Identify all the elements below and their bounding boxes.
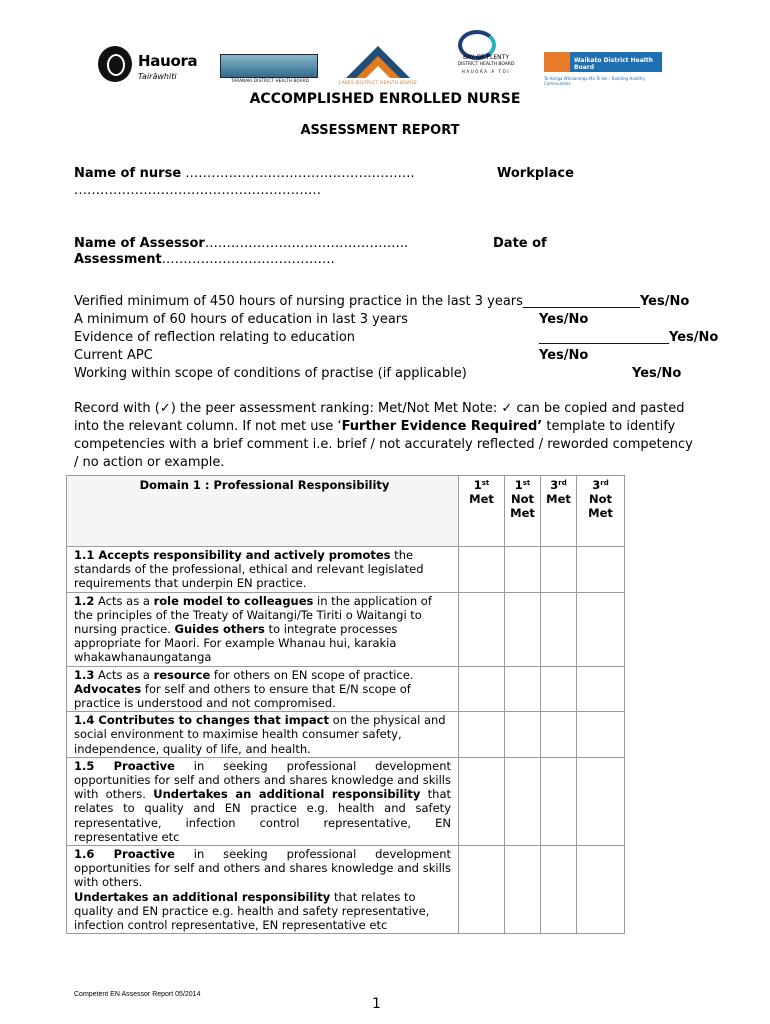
- check-cell-3rd-met[interactable]: [541, 757, 577, 845]
- waikato-logo-title: Waikato District Health Board: [574, 57, 653, 71]
- competency-text: Undertakes an additional responsibility: [74, 889, 331, 904]
- table-row: [67, 592, 625, 666]
- assessment-date-field[interactable]: [74, 251, 335, 268]
- lakes-dhb-logo: [336, 40, 420, 90]
- competency-paragraph: [74, 548, 451, 591]
- check-cell-3rd-not-met[interactable]: [577, 712, 625, 758]
- competency-text: Advocates: [74, 681, 142, 696]
- col-sup: rd: [558, 479, 567, 487]
- col-sup: st: [522, 479, 531, 487]
- hauora-mark-icon: [98, 46, 132, 82]
- hauora-logo-sub: Tairāwhiti: [138, 72, 177, 81]
- workplace-field[interactable]: …………………………………………………: [74, 183, 321, 198]
- table-row: [67, 666, 625, 712]
- competency-cell: [67, 757, 459, 845]
- requirement-education: [74, 311, 770, 329]
- col-num: 3: [550, 478, 559, 492]
- col-label: Met: [546, 492, 571, 507]
- table-row: [67, 757, 625, 845]
- table-row: [67, 547, 625, 593]
- col-num: 1: [473, 478, 482, 492]
- assessor-name-label: Name of Assessor: [74, 236, 205, 251]
- competency-text: the standards of the professional, ethical and relevant legislated requirements that underpin EN practice.: [74, 548, 424, 591]
- document-title: ACCOMPLISHED ENROLLED NURSE: [249, 91, 521, 107]
- requirement-hours: [74, 293, 770, 311]
- col-num: 1: [514, 478, 523, 492]
- check-cell-1st-not-met[interactable]: [505, 712, 541, 758]
- col-sup: rd: [600, 479, 609, 487]
- check-cell-1st-not-met[interactable]: [505, 547, 541, 593]
- competency-text: on the physical and social environment to maximise health consumer safety, independence, quality of life, and health.: [74, 713, 446, 756]
- requirement-text: Verified minimum of 450 hours of nursing practice in the last 3 years__________________: [74, 294, 640, 309]
- requirement-apc: [74, 347, 770, 365]
- table-row: [67, 712, 625, 758]
- competency-cell: [67, 846, 459, 934]
- check-cell-3rd-met[interactable]: [541, 712, 577, 758]
- competency-paragraph: [74, 847, 451, 890]
- check-cell-1st-not-met[interactable]: [505, 666, 541, 712]
- assessment-label: Assessment: [74, 252, 162, 267]
- col-sup: st: [481, 479, 490, 487]
- competency-paragraph: [74, 594, 451, 665]
- competency-text: in seeking professional development opportunities for self and others and shares knowledge and skills with others.: [74, 847, 451, 890]
- check-cell-3rd-not-met[interactable]: [577, 547, 625, 593]
- yes-no-option[interactable]: Yes/No: [639, 294, 690, 309]
- assessment-date-dots: ………………………………….: [161, 252, 335, 267]
- check-cell-3rd-met[interactable]: [541, 547, 577, 593]
- assessment-table: [66, 475, 625, 934]
- competency-text: 1.6 Proactive: [74, 847, 175, 862]
- hauora-tairawhiti-logo: [96, 40, 206, 90]
- col-header-1st-met: [459, 476, 505, 547]
- competency-text: to integrate processes appropriate for Maori. For example Whanau hui, karakia whakawhanaungatanga: [74, 622, 398, 665]
- competency-text: 1.1 Accepts responsibility and actively promotes: [74, 548, 391, 562]
- competency-text: that relates to quality and EN practice e.g. health and safety representative, infection control representative, EN representative etc: [74, 787, 451, 844]
- col-header-1st-not-met: [505, 476, 541, 547]
- col-label: Met: [469, 492, 494, 507]
- competency-text: 1.2: [74, 593, 95, 608]
- competency-text: for self and others to ensure that E/N scope of practice is understood and not compromised.: [74, 681, 411, 711]
- competency-text: 1.5 Proactive: [74, 758, 175, 773]
- competency-text: resource: [153, 667, 211, 682]
- competency-text: Undertakes an additional responsibility: [153, 787, 421, 802]
- competency-paragraph: [74, 713, 451, 756]
- requirement-text: Current APC: [74, 348, 153, 363]
- check-cell-3rd-met[interactable]: [541, 666, 577, 712]
- check-cell-3rd-not-met[interactable]: [577, 666, 625, 712]
- col-label: Not Met: [510, 492, 535, 521]
- competency-text: 1.3: [74, 667, 95, 682]
- col-header-3rd-met: [541, 476, 577, 547]
- assessor-name-field[interactable]: [74, 235, 408, 252]
- check-cell-1st-not-met[interactable]: [505, 592, 541, 666]
- waikato-dhb-logo: [544, 40, 664, 90]
- competency-text: Acts as a: [94, 667, 154, 682]
- note-text: template to identify competencies with a brief comment i.e. brief / not accurately reflected / reworded competency / no action or example.: [74, 419, 693, 470]
- requirement-reflection: [74, 329, 770, 347]
- domain-header: Domain 1 : Professional Responsibility: [67, 476, 459, 547]
- check-cell-1st-met[interactable]: [459, 547, 505, 593]
- check-cell-1st-not-met[interactable]: [505, 846, 541, 934]
- taranaki-logo-text: TARANAKI DISTRICT HEALTH BOARD: [231, 78, 309, 83]
- competency-cell: [67, 666, 459, 712]
- competency-text: in the application of the principles of the Treaty of Waitangi/Te Tiriti o Waitangi to nursing practice.: [74, 593, 432, 637]
- taranaki-mountain-icon: [220, 54, 318, 78]
- check-cell-1st-met[interactable]: [459, 757, 505, 845]
- competency-text: that relates to quality and EN practice e.g. health and safety representative, infection control representative, EN representative etc: [74, 889, 430, 933]
- footer-text: Competent EN Assessor Report 05/2014: [74, 991, 201, 998]
- competency-cell: [67, 592, 459, 666]
- bay-of-plenty-dhb-logo: [446, 40, 530, 90]
- check-cell-1st-not-met[interactable]: [505, 757, 541, 845]
- table-row: [67, 846, 625, 934]
- yes-no-option[interactable]: Yes/No: [632, 366, 682, 381]
- requirements-list: [74, 293, 770, 383]
- check-cell-3rd-met[interactable]: [541, 846, 577, 934]
- check-cell-1st-met[interactable]: [459, 666, 505, 712]
- competency-cell: [67, 712, 459, 758]
- bop-logo-line1: BAY OF PLENTY: [463, 54, 509, 61]
- note-emphasis: Further Evidence Required’: [341, 419, 543, 434]
- requirement-text: Evidence of reflection relating to education: [74, 330, 356, 345]
- note-text: Record with (✓) the peer assessment ranking: Met/Not Met Note: ✓ can be copied and pasted into the relevant column. If not met use ‘: [74, 401, 685, 434]
- requirement-text: A minimum of 60 hours of education in last 3 years: [74, 312, 408, 327]
- competency-text: Acts as a: [94, 593, 154, 608]
- partner-logos: [96, 40, 676, 90]
- blank-line: ____________________: [539, 330, 669, 345]
- col-num: 3: [592, 478, 601, 492]
- date-label: Date of: [493, 236, 547, 251]
- competency-text: Guides others: [174, 622, 265, 637]
- page-number: 1: [372, 996, 381, 1012]
- waikato-logo-tagline: Te Hanga Whaiaronga Mo Te Iwi – Building Healthy Communities: [544, 76, 645, 86]
- competency-text: in seeking professional development opportunities for self and others and shares knowledge and skills with others.: [74, 758, 451, 802]
- col-header-3rd-not-met: [577, 476, 625, 547]
- requirement-blank-line: [539, 329, 718, 347]
- table-body: [67, 547, 625, 934]
- bop-logo-line3: HAUORA A TOI: [461, 69, 511, 74]
- workplace-label: Workplace: [497, 166, 574, 181]
- document-subtitle: ASSESSMENT REPORT: [300, 123, 460, 138]
- check-cell-1st-met[interactable]: [459, 592, 505, 666]
- check-cell-3rd-not-met[interactable]: [577, 592, 625, 666]
- competency-text: role model to colleagues: [153, 593, 314, 608]
- yes-no-option[interactable]: Yes/No: [539, 312, 589, 327]
- bop-logo-line2: DISTRICT HEALTH BOARD: [457, 62, 515, 67]
- hauora-logo-name: Hauora: [138, 52, 198, 70]
- requirement-scope: [74, 365, 770, 383]
- competency-cell: [67, 547, 459, 593]
- check-cell-1st-met[interactable]: [459, 846, 505, 934]
- check-cell-1st-met[interactable]: [459, 712, 505, 758]
- competency-text: 1.4 Contributes to changes that impact: [74, 713, 329, 728]
- assessor-name-dots: ………………………………………..: [204, 236, 409, 251]
- taranaki-dhb-logo: [220, 40, 320, 90]
- nurse-name-label: Name of nurse: [74, 166, 182, 181]
- check-cell-3rd-not-met[interactable]: [577, 846, 625, 934]
- competency-text: for others on EN scope of practice.: [210, 667, 414, 682]
- table-header-row: [67, 476, 625, 547]
- competency-paragraph: [74, 759, 451, 844]
- yes-no-option[interactable]: Yes/No: [669, 330, 719, 345]
- nurse-name-dots: ……………………………………………..: [181, 166, 415, 181]
- instructions-note: [74, 400, 694, 472]
- competency-paragraph: [74, 890, 451, 933]
- col-label: Not Met: [588, 492, 613, 521]
- competency-paragraph: [74, 668, 451, 711]
- check-cell-3rd-met[interactable]: [541, 592, 577, 666]
- lakes-logo-text: LAKES DISTRICT HEALTH BOARD: [338, 80, 418, 85]
- check-cell-3rd-not-met[interactable]: [577, 757, 625, 845]
- nurse-name-field[interactable]: [74, 165, 415, 182]
- lakes-mountain-icon: [342, 42, 414, 80]
- yes-no-option[interactable]: Yes/No: [539, 348, 589, 363]
- requirement-text: Working within scope of conditions of practise (if applicable): [74, 366, 467, 381]
